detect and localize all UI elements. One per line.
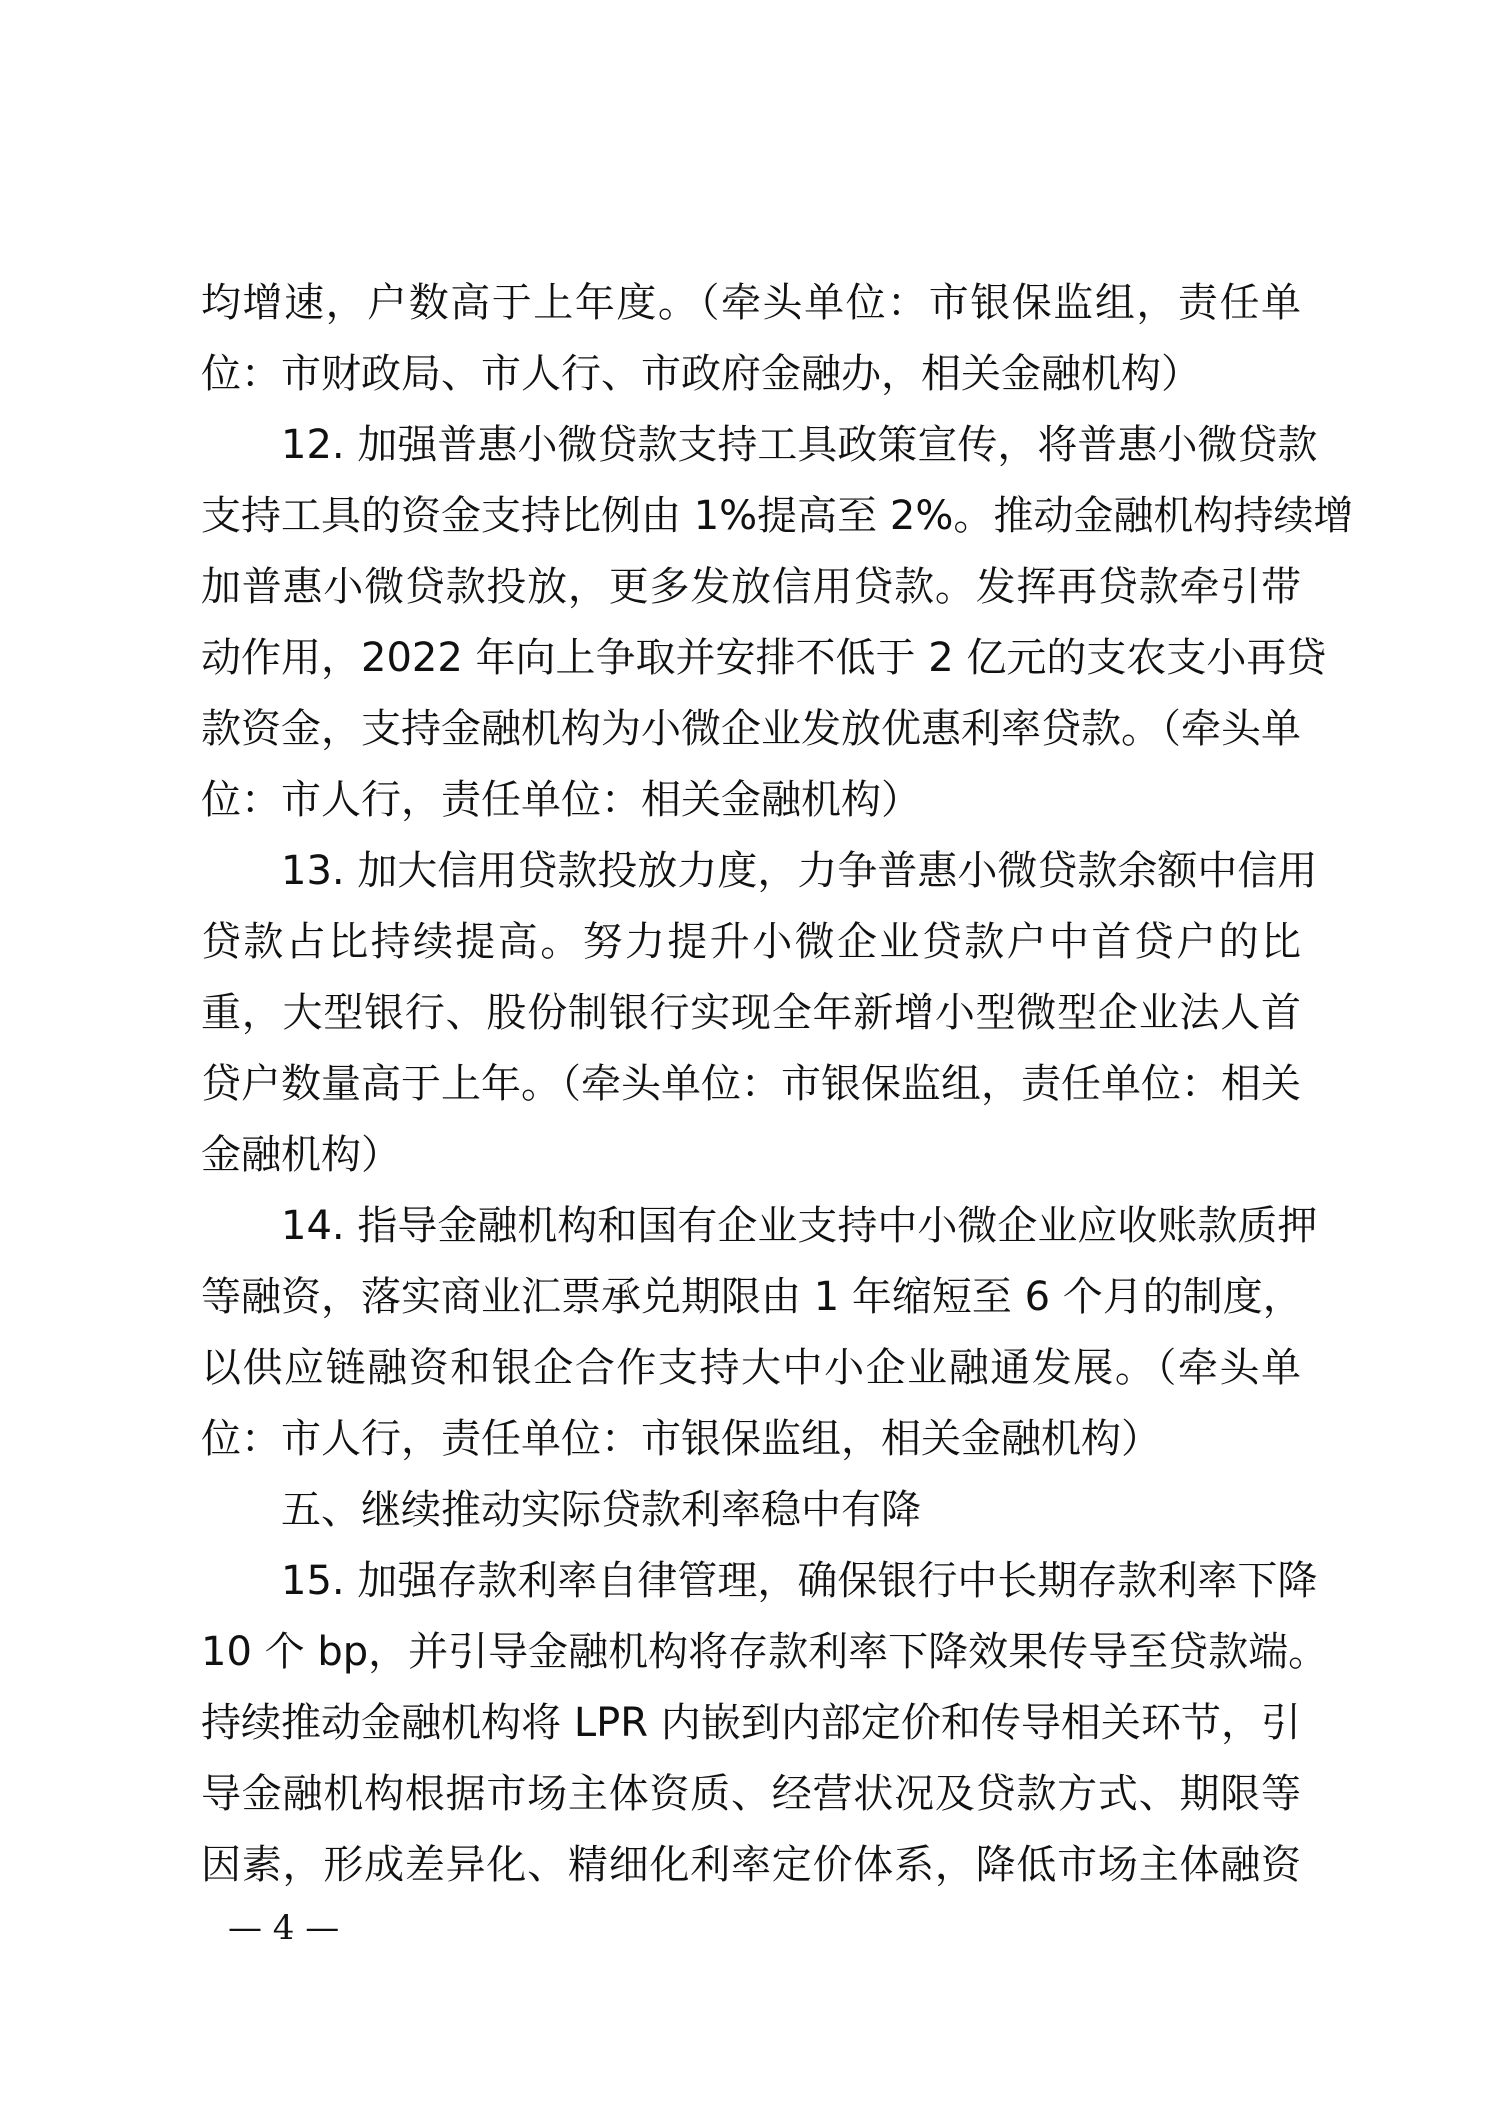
- item-12-line: 12. 加强普惠小微贷款支持工具政策宣传，将普惠小微贷款: [281, 422, 1318, 468]
- body-line: 支持工具的资金支持比例由 1%提高至 2%。推动金融机构持续增: [201, 493, 1354, 539]
- body-line: 均增速，户数高于上年度。（牵头单位：市银保监组，责任单: [201, 280, 1301, 326]
- body-line: 款资金，支持金融机构为小微企业发放优惠利率贷款。（牵头单: [201, 706, 1301, 752]
- item-13-line: 13. 加大信用贷款投放力度，力争普惠小微贷款余额中信用: [281, 848, 1318, 894]
- item-14-line: 14. 指导金融机构和国有企业支持中小微企业应收账款质押: [281, 1203, 1318, 1249]
- body-line: 持续推动金融机构将 LPR 内嵌到内部定价和传导相关环节，引: [201, 1700, 1301, 1746]
- body-line: 加普惠小微贷款投放，更多发放信用贷款。发挥再贷款牵引带: [201, 564, 1301, 610]
- page-number: — 4 —: [228, 1908, 340, 1948]
- section-heading: 五、继续推动实际贷款利率稳中有降: [281, 1487, 921, 1533]
- item-15-line: 15. 加强存款利率自律管理，确保银行中长期存款利率下降: [281, 1558, 1318, 1604]
- body-line: 金融机构）: [201, 1132, 401, 1178]
- body-line: 导金融机构根据市场主体资质、经营状况及贷款方式、期限等: [201, 1771, 1301, 1817]
- body-line: 贷款占比持续提高。努力提升小微企业贷款户中首贷户的比: [201, 919, 1301, 965]
- body-line: 动作用，2022 年向上争取并安排不低于 2 亿元的支农支小再贷: [201, 635, 1327, 681]
- body-line: 位：市人行，责任单位：市银保监组，相关金融机构）: [201, 1416, 1161, 1462]
- body-line: 贷户数量高于上年。（牵头单位：市银保监组，责任单位：相关: [201, 1061, 1301, 1107]
- body-line: 等融资，落实商业汇票承兑期限由 1 年缩短至 6 个月的制度，: [201, 1274, 1303, 1320]
- body-line: 重，大型银行、股份制银行实现全年新增小型微型企业法人首: [201, 990, 1301, 1036]
- body-line: 以供应链融资和银企合作支持大中小企业融通发展。（牵头单: [201, 1345, 1301, 1391]
- document-body: [201, 268, 1354, 1901]
- body-line: 位：市财政局、市人行、市政府金融办，相关金融机构）: [201, 351, 1201, 397]
- body-line: 因素，形成差异化、精细化利率定价体系，降低市场主体融资: [201, 1842, 1301, 1888]
- body-line: 10 个 bp，并引导金融机构将存款利率下降效果传导至贷款端。: [201, 1629, 1329, 1675]
- body-line: 位：市人行，责任单位：相关金融机构）: [201, 777, 921, 823]
